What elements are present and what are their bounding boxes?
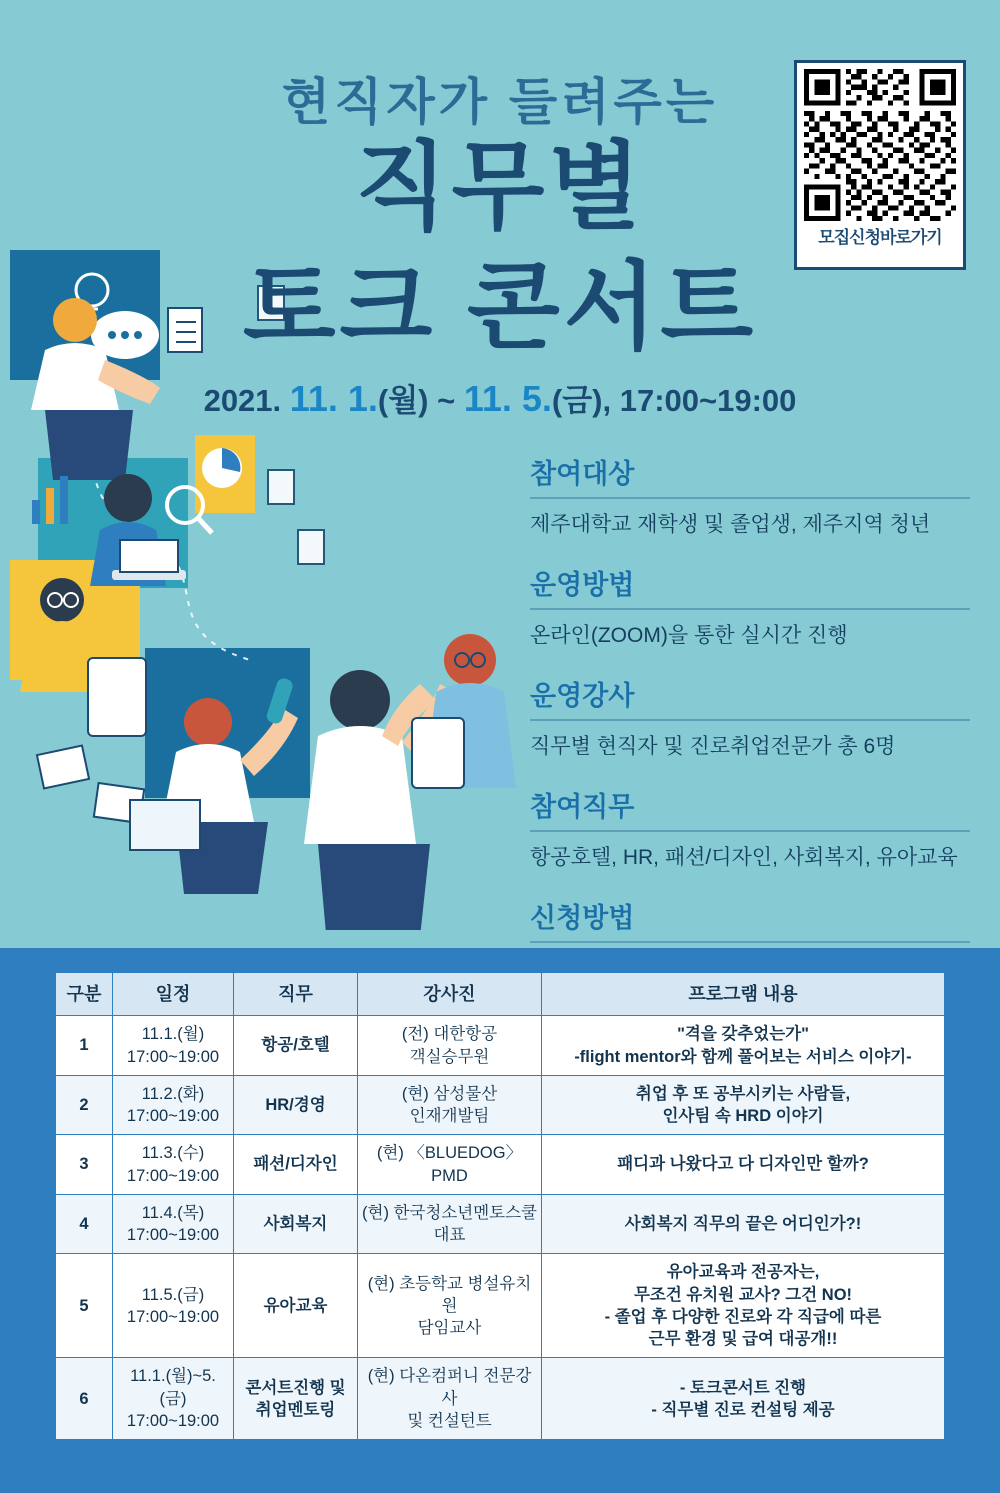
cell-program [542, 1075, 945, 1135]
cell-job: 사회복지 [234, 1194, 358, 1254]
cell-lecturer [358, 1194, 542, 1254]
cell-program [542, 1358, 945, 1440]
cell-date-line2: 17:00~19:00 [126, 1107, 220, 1126]
date-prefix: 2021. [203, 383, 290, 418]
cell-program-line1: "격을 갖추었는가" [677, 1025, 809, 1044]
info-list [530, 452, 970, 1007]
cell-lecturer-line2: 및 컨설턴트 [407, 1412, 492, 1431]
cell-lecturer-line1: (현) 〈BLUEDOG〉 [376, 1144, 523, 1163]
col-header-lecturer: 강사진 [358, 973, 542, 1016]
qr-apply-box[interactable] [794, 60, 966, 270]
cell-date-line1: 11.1.(월)~5.(금) [130, 1367, 216, 1408]
info-heading: 참여직무 [530, 792, 635, 822]
cell-date-line2: 17:00~19:00 [126, 1047, 220, 1066]
table-row [56, 1358, 945, 1440]
cell-job-line1: 콘서트진행 및 [245, 1378, 346, 1397]
info-text: 제주대학교 재학생 및 졸업생, 제주지역 청년 [530, 513, 931, 536]
cell-date-line2: 17:00~19:00 [126, 1412, 220, 1431]
cell-lecturer-line1: (현) 한국청소년멘토스쿨 [362, 1203, 537, 1222]
cell-job: 패션/디자인 [234, 1135, 358, 1195]
cell-program-line1: 패디과 나왔다고 다 디자인만 할까? [617, 1155, 869, 1174]
table-row [56, 1254, 945, 1358]
cell-date-line1: 11.1.(월) [141, 1025, 205, 1044]
info-heading: 운영방법 [530, 570, 635, 600]
cell-program-line2: - 직무별 진로 컨설팅 제공 [651, 1400, 835, 1419]
cell-lecturer-line2: 담임교사 [417, 1319, 482, 1338]
cell-program [542, 1254, 945, 1358]
cell-no: 1 [56, 1016, 113, 1076]
date-time: , 17:00~19:00 [602, 383, 797, 418]
cell-date [113, 1016, 234, 1076]
col-header-program: 프로그램 내용 [542, 973, 945, 1016]
info-heading: 운영강사 [530, 681, 635, 711]
date-start-day: (월) [377, 383, 429, 418]
cell-program-line1: 유아교육과 전공자는, [666, 1263, 820, 1282]
qr-apply-label: 모집신청바로가기 [818, 228, 942, 247]
cell-lecturer [358, 1358, 542, 1440]
cell-date [113, 1194, 234, 1254]
info-divider [530, 830, 970, 832]
info-divider [530, 497, 970, 499]
poster-title-line1: 직무별 [354, 134, 646, 241]
table-row [56, 1194, 945, 1254]
cell-no: 2 [56, 1075, 113, 1135]
cell-program-line4: 근무 환경 및 급여 대공개!! [648, 1330, 838, 1349]
info-divider [530, 941, 970, 943]
info-divider [530, 608, 970, 610]
poster-title-line2: 토크 콘서트 [242, 254, 758, 361]
cell-lecturer [358, 1016, 542, 1076]
cell-job: HR/경영 [234, 1075, 358, 1135]
cell-date-line1: 11.3.(수) [141, 1144, 205, 1163]
date-end: 11. 5. [463, 378, 552, 419]
cell-job: 항공/호텔 [234, 1016, 358, 1076]
col-header-no: 구분 [56, 973, 113, 1016]
info-divider [530, 719, 970, 721]
info-block-lecturers [530, 674, 970, 760]
cell-date-line1: 11.2.(화) [141, 1084, 205, 1103]
col-header-job: 직무 [234, 973, 358, 1016]
cell-program [542, 1016, 945, 1076]
cell-date [113, 1075, 234, 1135]
info-block-jobs [530, 785, 970, 871]
cell-date-line2: 17:00~19:00 [126, 1166, 220, 1185]
info-text: 항공호텔, HR, 패션/디자인, 사회복지, 유아교육 [530, 846, 958, 869]
cell-program-line1: 취업 후 또 공부시키는 사람들, [635, 1084, 851, 1103]
schedule-section [0, 948, 1000, 1493]
cell-no: 6 [56, 1358, 113, 1440]
cell-no: 5 [56, 1254, 113, 1358]
cell-program [542, 1135, 945, 1195]
poster-subtitle: 현직자가 들려주는 [281, 74, 719, 130]
cell-lecturer-line1: (현) 다온컴퍼니 전문강사 [367, 1367, 532, 1408]
cell-program-line2: -flight mentor와 함께 풀어보는 서비스 이야기- [574, 1047, 912, 1066]
schedule-table-body [56, 1016, 945, 1440]
cell-lecturer-line2: 객실승무원 [409, 1047, 490, 1066]
cell-lecturer-line2: 인재개발팀 [409, 1107, 490, 1126]
event-date-line [0, 375, 1000, 420]
info-text: 온라인(ZOOM)을 통한 실시간 진행 [530, 624, 848, 647]
cell-program-line1: 사회복지 직무의 끝은 어디인가?! [624, 1215, 862, 1234]
date-end-day: (금) [551, 383, 603, 418]
schedule-table-head [56, 973, 945, 1016]
table-row [56, 1075, 945, 1135]
cell-lecturer [358, 1135, 542, 1195]
date-start: 11. 1. [289, 378, 378, 419]
table-row [56, 1016, 945, 1076]
cell-program-line2: 인사팀 속 HRD 이야기 [662, 1107, 824, 1126]
table-header-row [56, 973, 945, 1016]
cell-lecturer [358, 1254, 542, 1358]
cell-lecturer-line1: (현) 삼성물산 [401, 1084, 498, 1103]
cell-job: 유아교육 [234, 1254, 358, 1358]
info-block-target [530, 452, 970, 538]
cell-program-line3: - 졸업 후 다양한 진로와 각 직급에 따른 [604, 1307, 882, 1326]
cell-date-line2: 17:00~19:00 [126, 1226, 220, 1245]
col-header-date: 일정 [113, 973, 234, 1016]
cell-lecturer-line1: (전) 대한항공 [401, 1025, 498, 1044]
info-heading: 신청방법 [530, 903, 635, 933]
cell-date-line2: 17:00~19:00 [126, 1307, 220, 1326]
cell-program-line1: - 토크콘서트 진행 [679, 1378, 807, 1397]
qr-code-icon [804, 69, 956, 221]
info-block-method [530, 563, 970, 649]
date-separator: ~ [428, 383, 464, 418]
schedule-table [55, 972, 945, 1440]
info-text: 직무별 현직자 및 진로취업전문가 총 6명 [530, 735, 896, 758]
cell-job-line2: 취업멘토링 [255, 1400, 336, 1419]
cell-date [113, 1254, 234, 1358]
cell-program-line2: 무조건 유치원 교사? 그건 NO! [633, 1285, 853, 1304]
cell-program [542, 1194, 945, 1254]
cell-lecturer-line2: 대표 [433, 1226, 466, 1245]
cell-date [113, 1135, 234, 1195]
cell-date [113, 1358, 234, 1440]
info-heading: 참여대상 [530, 459, 635, 489]
cell-date-line1: 11.4.(목) [141, 1203, 205, 1222]
cell-job [234, 1358, 358, 1440]
cell-lecturer [358, 1075, 542, 1135]
cell-lecturer-line2: PMD [431, 1166, 468, 1185]
cell-no: 3 [56, 1135, 113, 1195]
table-row [56, 1135, 945, 1195]
cell-lecturer-line1: (현) 초등학교 병설유치원 [367, 1274, 532, 1315]
cell-date-line1: 11.5.(금) [141, 1285, 205, 1304]
cell-no: 4 [56, 1194, 113, 1254]
